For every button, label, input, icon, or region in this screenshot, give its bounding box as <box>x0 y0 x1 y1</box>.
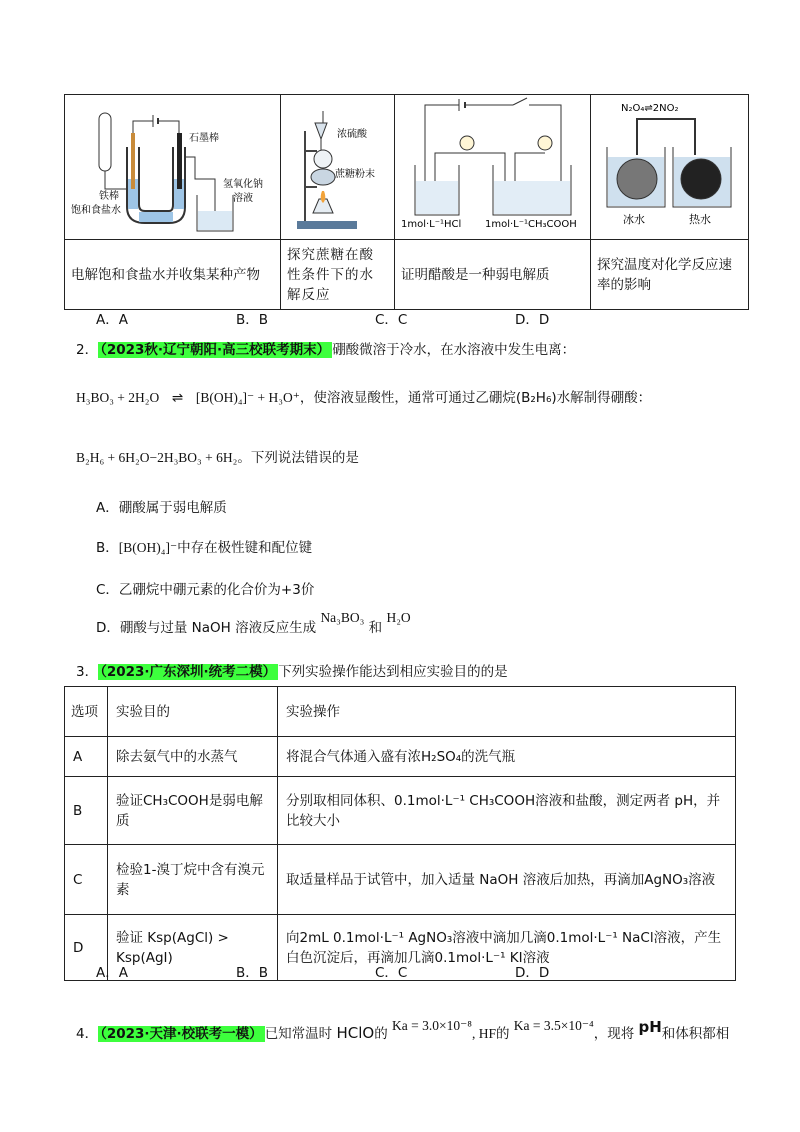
q4-source-tag: （2023·天津·校联考一模） <box>100 1026 263 1042</box>
q3-option-d[interactable]: D．D <box>515 965 550 981</box>
label-ice-water: 冰水 <box>623 213 645 226</box>
q1-purpose-d: 探究温度对化学反应速率的影响 <box>591 240 749 310</box>
q1-purpose-b: 探究蔗糖在酸性条件下的水解反应 <box>281 240 395 310</box>
label-solution: 溶液 <box>233 193 253 204</box>
q3-header-option: 选项 <box>65 687 108 737</box>
q2-eq1-right: [B(OH)₄]⁻ + H₃O⁺ <box>195 390 300 405</box>
q3-row-c-option: C <box>65 845 108 915</box>
q3-row-a-purpose: 除去氨气中的水蒸气 <box>108 737 278 777</box>
q3-row-d-option: D <box>65 915 108 981</box>
q3-stem: 下列实验操作能达到相应实验目的的是 <box>278 664 508 680</box>
q2-eq2: B₂H₆ + 6H₂O−2H₃BO₃ + 6H₂ <box>76 450 238 465</box>
table-row <box>65 737 736 777</box>
q1-purpose-a: 电解饱和食盐水并收集某种产物 <box>65 240 281 310</box>
q3-option-c[interactable]: C．C <box>375 965 408 981</box>
q1-cell-diagram-d <box>591 95 749 240</box>
q3-row-a-operation: 将混合气体通入盛有浓H₂SO₄的洗气瓶 <box>278 737 736 777</box>
q2-number: 2． <box>76 342 99 358</box>
table-row <box>65 845 736 915</box>
q3-option-b[interactable]: B．B <box>236 965 269 981</box>
q3-row-b-option: B <box>65 777 108 845</box>
q1-cell-diagram-c <box>395 95 591 240</box>
label-graphite: 石墨棒 <box>189 133 219 144</box>
q2-option-d-formula-2: H₂O <box>386 610 411 625</box>
q2-eq1-tail: ，使溶液显酸性，通常可通过乙硼烷(B₂H₆)水解制得硼酸： <box>299 390 652 406</box>
electrolysis-diagram <box>65 95 280 233</box>
no2-equilibrium-diagram <box>591 95 748 233</box>
q2-option-b-text: 中存在极性键和配位键 <box>177 540 313 556</box>
q4-text-3: 和体积都相 <box>661 1026 730 1042</box>
q4-de-1: 的 <box>374 1026 388 1042</box>
label-equilibrium: N₂O₄⇌2NO₂ <box>621 103 679 114</box>
q3-row-d-operation: 向2mL 0.1mol·L⁻¹ AgNO₃溶液中滴加几滴0.1mol·L⁻¹ NaCl溶液，产生白色沉淀后，再滴加几滴0.1mol·L⁻¹ KI溶液 <box>278 915 736 981</box>
q4-ph: pH <box>638 1018 662 1036</box>
q3-row-c-purpose: 检验1-溴丁烷中含有溴元素 <box>108 845 278 915</box>
q3-source-tag: （2023·广东深圳·统考二模） <box>100 664 277 680</box>
q2-option-d-formula-1: Na₃BO₃ <box>320 610 365 625</box>
q1-option-a[interactable]: A．A <box>96 312 128 328</box>
q2-eq1-left: H₃BO₃ + 2H₂O <box>76 390 160 405</box>
sugar-hydrolysis-diagram <box>281 95 394 233</box>
q3-table <box>64 686 736 981</box>
q2-option-b-prefix: B． <box>96 540 119 556</box>
q4-text-2: ，现将 <box>593 1026 635 1042</box>
conductivity-diagram <box>395 95 590 233</box>
q3-row-a-option: A <box>65 737 108 777</box>
label-iron: 铁棒 <box>99 191 119 202</box>
q4-number: 4． <box>76 1026 99 1042</box>
q2-intro: 硼酸微溶于冷水，在水溶液中发生电离： <box>332 342 576 358</box>
table-row <box>65 777 736 845</box>
q2-option-b[interactable] <box>96 536 312 556</box>
q1-purpose-c: 证明醋酸是一种弱电解质 <box>395 240 591 310</box>
q4-ka-2: Ka = 3.5×10⁻⁴ <box>513 1018 594 1033</box>
q4-hf: , HF <box>471 1026 496 1041</box>
q1-option-b[interactable]: B．B <box>236 312 269 328</box>
q1-table <box>64 94 749 310</box>
q2-option-c[interactable]: C．乙硼烷中硼元素的化合价为+3价 <box>96 582 315 598</box>
q2-option-d-prefix: D．硼酸与过量 NaOH 溶液反应生成 <box>96 620 317 636</box>
q3-header <box>76 660 508 680</box>
q1-option-d[interactable]: D．D <box>515 312 550 328</box>
q3-number: 3． <box>76 664 99 680</box>
q3-header-operation: 实验操作 <box>278 687 736 737</box>
q3-option-a[interactable]: A．A <box>96 965 128 981</box>
equilibrium-arrow-icon: ⇌ <box>171 390 184 406</box>
q2-option-a[interactable]: A．硼酸属于弱电解质 <box>96 500 227 516</box>
q2-eq2-tail: 。下列说法错误的是 <box>237 450 359 466</box>
label-hcl: 1mol·L⁻¹HCl <box>401 219 462 230</box>
q2-option-d[interactable] <box>96 610 411 636</box>
q4-text-1: 已知常温时 <box>264 1026 333 1042</box>
q1-option-c[interactable]: C．C <box>375 312 408 328</box>
label-acetic: 1mol·L⁻¹CH₃COOH <box>485 219 577 230</box>
q1-cell-diagram-b <box>281 95 395 240</box>
q3-row-b-purpose: 验证CH₃COOH是弱电解质 <box>108 777 278 845</box>
q2-option-d-and: 和 <box>368 620 383 636</box>
q2-option-b-formula: [B(OH)₄]⁻ <box>118 540 178 555</box>
q3-header-purpose: 实验目的 <box>108 687 278 737</box>
q3-row-b-operation: 分别取相同体积、0.1mol·L⁻¹ CH₃COOH溶液和盐酸，测定两者 pH，并比较大小 <box>278 777 736 845</box>
label-hot-water: 热水 <box>689 213 711 226</box>
label-acid: 浓硫酸 <box>337 129 367 140</box>
q4-hclo: HClO <box>336 1024 375 1042</box>
q2-source-tag: （2023秋·辽宁朝阳·高三校联考期末） <box>100 342 331 358</box>
label-sugar: 蔗糖粉末 <box>335 169 375 180</box>
q2-equation-1 <box>76 386 651 406</box>
q2-equation-2 <box>76 446 359 466</box>
label-brine: 饱和食盐水 <box>71 205 121 216</box>
q4-ka-1: Ka = 3.0×10⁻⁸ <box>392 1018 472 1033</box>
q4-header <box>76 1018 730 1042</box>
q2-header <box>76 338 575 358</box>
q3-row-d-purpose: 验证 Ksp(AgCl) > Ksp(AgI) <box>108 915 278 981</box>
q3-row-c-operation: 取适量样品于试管中，加入适量 NaOH 溶液后加热，再滴加AgNO₃溶液 <box>278 845 736 915</box>
q4-de-2: 的 <box>495 1026 510 1042</box>
q1-cell-diagram-a <box>65 95 281 240</box>
label-naoh: 氢氧化钠 <box>223 179 263 190</box>
